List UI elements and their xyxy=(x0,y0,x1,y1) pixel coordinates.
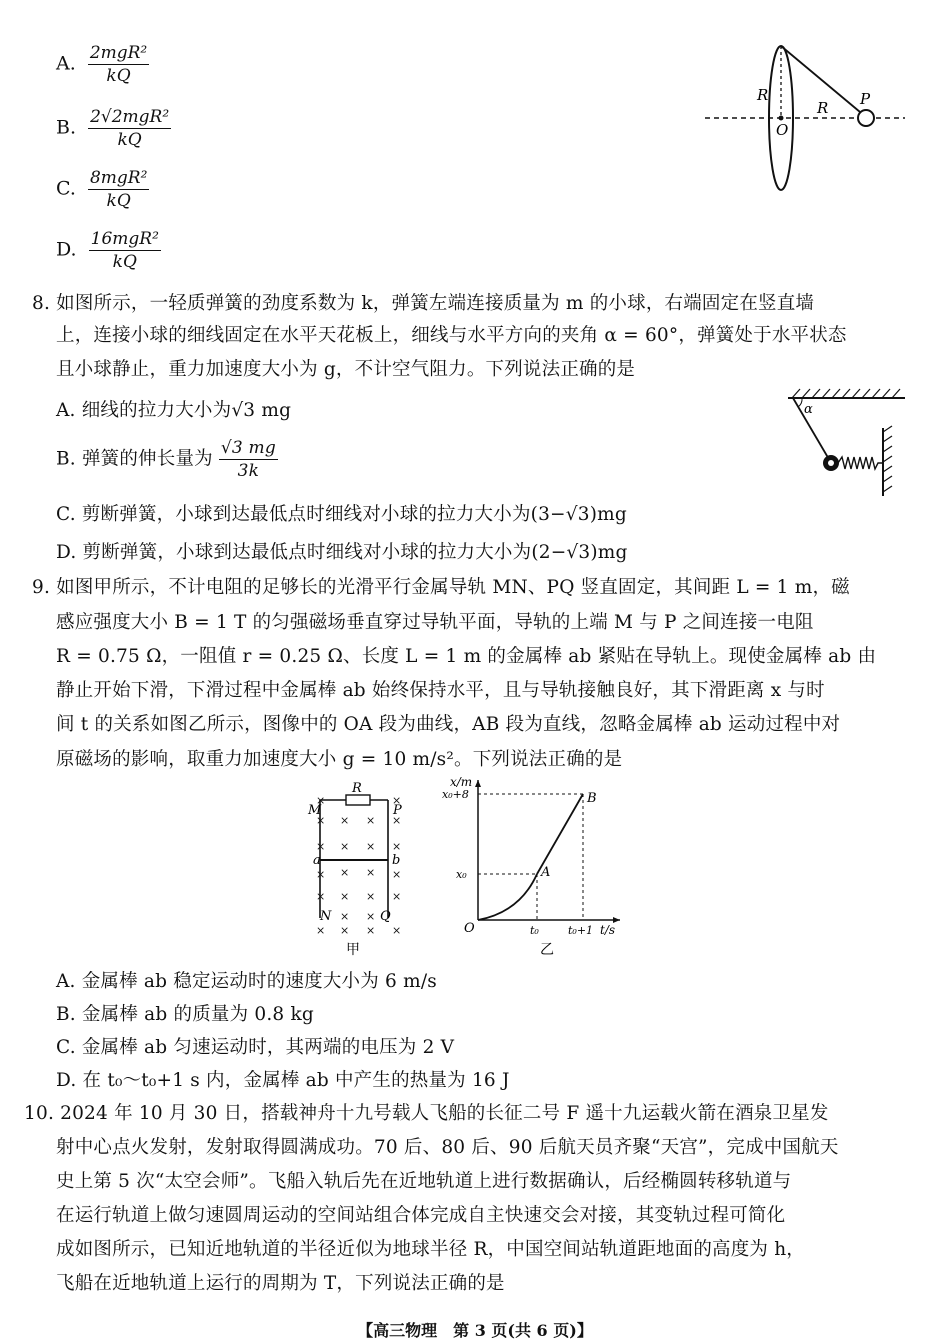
q8-stem-line-2: 上，连接小球的细线固定在水平天花板上，细线与水平方向的夹角 α = 60°，弹簧处于水平状态 xyxy=(56,325,847,346)
label-alpha: α xyxy=(804,402,813,417)
q7-option-b-fraction: $\frac{\text{2√2mgR²}}{kQ}$ xyxy=(90,107,170,150)
svg-text:×: × xyxy=(392,840,402,853)
q9-option-b: B. 金属棒 ab 的质量为 0.8 kg xyxy=(56,1004,314,1025)
q8-stem-line-3: 且小球静止，重力加速度大小为 g，不计空气阻力。下列说法正确的是 xyxy=(56,359,636,380)
q7-option-b: B. $\frac{\text{2√2mgR²}}{kQ}$ xyxy=(56,107,170,150)
page-footer: 【高三物理 第 3 页(共 6 页)】 xyxy=(357,1321,593,1340)
q8-option-c: C. 剪断弹簧，小球到达最低点时细线对小球的拉力大小为(3−√3)mg xyxy=(56,504,627,525)
svg-text:×: × xyxy=(340,890,350,903)
q10-stem-line-1: 10. 2024 年 10 月 30 日，搭载神舟十九号载人飞船的长征二号 F 遥十九运载火箭在酒泉卫星发 xyxy=(24,1103,829,1124)
q9-stem-line-6: 原磁场的影响，取重力加速度大小 g = 10 m/s²。下列说法正确的是 xyxy=(56,749,623,770)
q8-stem-line-1: 8. 如图所示，一轻质弹簧的劲度系数为 k，弹簧左端连接质量为 m 的小球，右端固定在竖直墙 xyxy=(32,293,815,314)
y-axis-label: x/m xyxy=(450,775,473,789)
q9-stem-line-5: 间 t 的关系如图乙所示，图像中的 OA 段为曲线，AB 段为直线，忽略金属棒 ab 运动过程中对 xyxy=(56,714,841,735)
curve-oa xyxy=(478,874,537,920)
label-b: b xyxy=(392,853,401,868)
q8-spring-figure xyxy=(780,386,910,502)
svg-text:×: × xyxy=(392,868,402,881)
svg-text:×: × xyxy=(340,814,350,827)
label-p: P xyxy=(860,90,871,108)
svg-text:×: × xyxy=(366,866,376,879)
q9-figure-jia xyxy=(300,778,420,960)
q7-option-d: D. $\frac{\text{16mgR²}}{kQ}$ xyxy=(56,229,159,272)
angle-arc xyxy=(798,398,802,407)
label-r-vertical: R xyxy=(757,86,769,104)
q8-option-d: D. 剪断弹簧，小球到达最低点时细线对小球的拉力大小为(2−√3)mg xyxy=(56,542,628,563)
q7-ring-figure xyxy=(700,30,910,200)
center-point xyxy=(779,116,784,121)
resistor-r xyxy=(346,795,370,805)
q10-stem-line-6: 飞船在近地轨道上运行的周期为 T，下列说法正确的是 xyxy=(56,1273,505,1294)
svg-text:×: × xyxy=(392,924,402,937)
q9-figure-yi xyxy=(442,772,630,962)
svg-text:×: × xyxy=(316,890,326,903)
ball-p xyxy=(858,110,874,126)
label-origin: O xyxy=(464,921,475,936)
q9-stem-line-4: 静止开始下滑，下滑过程中金属棒 ab 始终保持水平，且与导轨接触良好，其下滑距离 x 与时 xyxy=(56,680,825,701)
q9-option-c: C. 金属棒 ab 匀速运动时，其两端的电压为 2 V xyxy=(56,1037,455,1058)
svg-text:×: × xyxy=(392,814,402,827)
q7-option-c: C. $\frac{\text{8mgR²}}{kQ}$ xyxy=(56,168,148,211)
q9-stem-line-2: 感应强度大小 B = 1 T 的匀强磁场垂直穿过导轨平面，导轨的上端 M 与 P 之间连接一电阻 xyxy=(56,612,814,633)
line-ab xyxy=(537,794,583,874)
q10-stem-line-3: 史上第 5 次“太空会师”。飞船入轨后先在近地轨道上进行数据确认，后经椭圆转移轨道与 xyxy=(56,1171,792,1192)
caption-jia: 甲 xyxy=(346,942,360,958)
label-n: N xyxy=(320,909,332,924)
q10-stem-line-2: 射中心点火发射，发射取得圆满成功。70 后、80 后、90 后航天员齐聚“天宫”，完成中国航天 xyxy=(56,1137,839,1158)
tick-x-high: t₀+1 xyxy=(568,924,594,937)
svg-text:×: × xyxy=(340,910,350,923)
q9-option-d: D. 在 t₀～t₀+1 s 内，金属棒 ab 中产生的热量为 16 J xyxy=(56,1070,510,1091)
q8-option-a: A. 细线的拉力大小为√3 mg xyxy=(56,400,292,421)
q9-option-a: A. 金属棒 ab 稳定运动时的速度大小为 6 m/s xyxy=(56,971,437,992)
svg-text:×: × xyxy=(392,794,402,807)
q10-stem-line-4: 在运行轨道上做匀速圆周运动的空间站组合体完成自主快速交会对接，其变轨过程可简化 xyxy=(56,1205,786,1226)
svg-text:×: × xyxy=(366,924,376,937)
label-point-a: A xyxy=(541,865,551,880)
svg-text:×: × xyxy=(316,814,326,827)
q7-option-c-fraction: $\frac{\text{8mgR²}}{kQ}$ xyxy=(89,168,148,211)
q10-stem-line-5: 成如图所示，已知近地轨道的半径近似为地球半径 R，中国空间站轨道距地面的高度为 h， xyxy=(56,1239,806,1260)
svg-text:×: × xyxy=(340,866,350,879)
svg-text:×: × xyxy=(316,924,326,937)
label-r: R xyxy=(352,781,362,796)
tick-x-low: t₀ xyxy=(530,924,539,937)
label-a: a xyxy=(313,853,321,868)
wall-hatch xyxy=(883,426,892,492)
label-point-b: B xyxy=(587,791,597,806)
label-p: P xyxy=(393,803,402,818)
svg-text:×: × xyxy=(366,890,376,903)
label-m: M xyxy=(308,803,322,818)
svg-text:×: × xyxy=(340,924,350,937)
svg-text:×: × xyxy=(366,814,376,827)
caption-yi: 乙 xyxy=(540,942,554,958)
tick-y-low: x₀ xyxy=(456,868,467,881)
label-q: Q xyxy=(380,909,391,924)
svg-text:×: × xyxy=(392,890,402,903)
svg-text:×: × xyxy=(366,910,376,923)
q9-stem-line-3: R = 0.75 Ω，一阻值 r = 0.25 Ω、长度 L = 1 m 的金属棒 ab 紧贴在导轨上。现使金属棒 ab 由 xyxy=(56,646,877,667)
q7-option-a: A. $\frac{\text{2mgR²}}{kQ}$ xyxy=(56,43,148,86)
tick-y-high: x₀+8 xyxy=(442,788,469,801)
svg-text:×: × xyxy=(316,840,326,853)
q7-option-a-fraction: $\frac{\text{2mgR²}}{kQ}$ xyxy=(89,43,148,86)
q9-stem-line-1: 9. 如图甲所示，不计电阻的足够长的光滑平行金属导轨 MN、PQ 竖直固定，其间距 L = 1 m，磁 xyxy=(32,577,850,598)
label-r-horizontal: R xyxy=(817,99,829,117)
svg-text:×: × xyxy=(366,840,376,853)
svg-text:×: × xyxy=(340,840,350,853)
x-axis-label: t/s xyxy=(600,923,616,937)
q7-option-d-fraction: $\frac{\text{16mgR²}}{kQ}$ xyxy=(90,229,159,272)
spring xyxy=(838,457,883,469)
label-o: O xyxy=(776,121,789,139)
svg-text:×: × xyxy=(316,794,326,807)
ceiling-hatch xyxy=(792,389,900,398)
q8-option-b: B. 弹簧的伸长量为 $\frac{√3 mg}{3k}$ xyxy=(56,438,276,481)
svg-text:×: × xyxy=(316,868,326,881)
q8-option-b-fraction: $\frac{√3 mg}{3k}$ xyxy=(220,438,276,481)
